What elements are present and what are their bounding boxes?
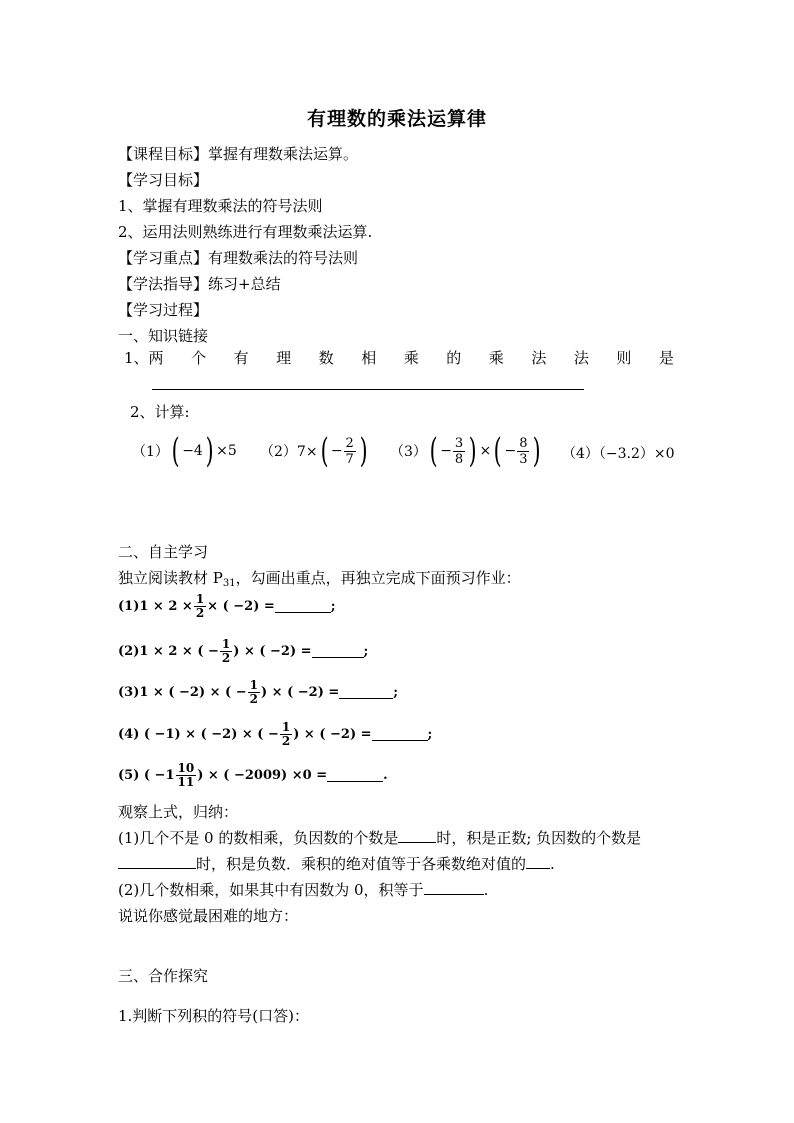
- calc-item-1: （1） ( −4 ) ×5: [132, 431, 237, 471]
- page-title: 有理数的乘法运算律: [306, 108, 487, 130]
- key-point: 【学习重点】有理数乘法的符号法则: [118, 249, 359, 267]
- answer-underline[interactable]: [152, 389, 584, 390]
- exercise-2: (2)1 × 2 × ( − $\frac{1}{2}$ ) × ( −2) = ;: [118, 637, 369, 665]
- fraction: $\frac{1}{2}$: [249, 678, 258, 706]
- observe-summary: 观察上式，归纳：: [118, 803, 239, 821]
- fraction: $\frac{2}{7}$: [345, 435, 354, 467]
- fraction: $\frac{1}{2}$: [195, 592, 205, 620]
- exercise-3: (3)1 × ( −2) × ( − $\frac{1}{2}$ ) × ( −2) = ;: [118, 678, 399, 706]
- goal-1: 1、掌握有理数乘法的符号法则: [118, 197, 323, 215]
- answer-blank[interactable]: [526, 854, 550, 869]
- exercise-4: (4) ( −1) × ( −2) × ( − $\frac{1}{2}$ ) × ( −2) = ;: [118, 720, 433, 748]
- answer-blank[interactable]: [339, 687, 393, 699]
- fraction: $\frac{8}{3}$: [519, 435, 528, 467]
- answer-blank[interactable]: [424, 880, 484, 895]
- fraction: $\frac{10}{11}$: [177, 761, 195, 789]
- study-process-header: 【学习过程】: [118, 301, 209, 319]
- rule-2: (2)几个数相乘，如果其中有因数为 0，积等于 .: [118, 881, 489, 899]
- answer-blank[interactable]: [312, 646, 364, 658]
- exercise-5: (5) ( −1 $\frac{10}{11}$ ) × ( −2009) ×0 = .: [118, 761, 388, 789]
- fraction: $\frac{1}{2}$: [221, 637, 231, 665]
- calc-item-2: （2）7× ( − $\frac{2}{7}$ ): [260, 431, 368, 471]
- study-goal-header: 【学习目标】: [118, 171, 209, 189]
- calc-question: 2、计算:: [130, 403, 190, 421]
- answer-blank[interactable]: [398, 828, 436, 843]
- calc-item-3: （3） ( − $\frac{3}{8}$ ) × ( − $\frac{8}{3}$ ): [390, 431, 542, 471]
- rule-1-line-1: (1)几个不是 0 的数相乘，负因数的个数是 时，积是正数; 负因数的个数是: [118, 829, 642, 847]
- difficulty-prompt: 说说你感觉最困难的地方：: [118, 907, 299, 925]
- calc-item-4: （4）（−3.2）×0: [562, 446, 675, 462]
- rule-1-line-2: 时，积是负数．乘积的绝对值等于各乘数绝对值的 .: [118, 854, 555, 874]
- section-self-study: 二、自主学习: [118, 543, 209, 561]
- fraction: $\frac{1}{2}$: [281, 720, 291, 748]
- goal-2: 2、运用法则熟练进行有理数乘法运算.: [118, 223, 373, 241]
- section-cooperative-inquiry: 三、合作探究: [118, 967, 209, 985]
- section-knowledge-link: 一、知识链接: [118, 327, 209, 345]
- fraction: $\frac{3}{8}$: [454, 435, 464, 467]
- answer-blank[interactable]: [118, 854, 196, 869]
- answer-blank[interactable]: [372, 729, 428, 741]
- study-method: 【学法指导】练习+总结: [118, 275, 281, 293]
- multiplication-rule-question: 1、两 个 有 理 数 相 乘 的 乘 法 法 则 是: [124, 349, 674, 367]
- exercise-1: (1)1 × 2 × $\frac{1}{2}$ × ( −2) = ;: [118, 592, 336, 620]
- course-goal: 【课程目标】掌握有理数乘法运算。: [118, 145, 359, 163]
- answer-blank[interactable]: [275, 601, 331, 613]
- reading-instruction: 独立阅读教材 $P_{31}$，勾画出重点，再独立完成下面预习作业：: [118, 569, 521, 589]
- answer-blank[interactable]: [327, 770, 383, 782]
- judge-sign-question: 1.判断下列积的符号(口答)：: [118, 1007, 310, 1025]
